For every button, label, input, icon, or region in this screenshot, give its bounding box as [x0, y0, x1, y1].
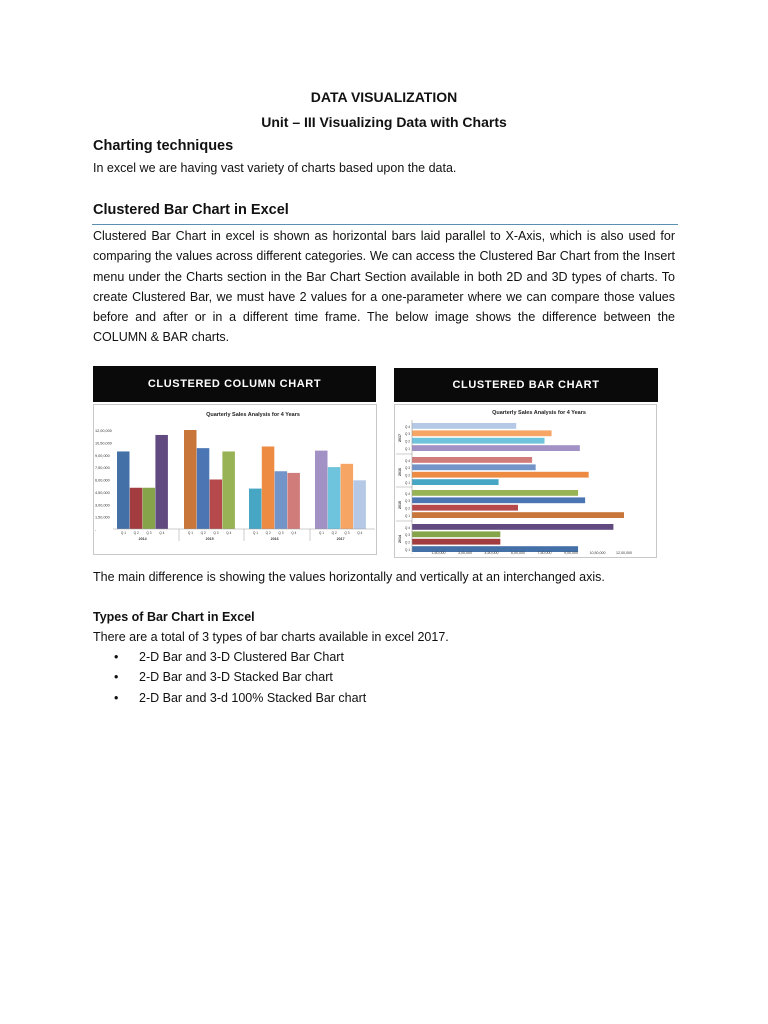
y-tick-label: Q 3 [404, 432, 410, 437]
bar [412, 512, 624, 518]
y-tick-label: - [95, 528, 97, 532]
x-tick-label: 7,50,000 [537, 551, 552, 555]
group-label: 2015 [398, 501, 402, 509]
y-tick-label: Q 2 [404, 439, 410, 444]
bar [353, 480, 366, 529]
bar [412, 531, 500, 537]
x-tick-label: Q 2 [133, 531, 139, 535]
bar [184, 430, 197, 529]
section-heading-clustered-bar: Clustered Bar Chart in Excel [93, 202, 289, 218]
y-tick-label: Q 3 [404, 466, 410, 471]
types-intro: There are a total of 3 types of bar charts available in excel 2017. [93, 630, 449, 644]
x-tick-label: Q 4 [357, 531, 363, 535]
document-subtitle: Unit – III Visualizing Data with Charts [261, 114, 507, 130]
x-tick-label: Q 1 [120, 531, 126, 535]
x-tick-label: Q 1 [187, 531, 193, 535]
list-item-text: 2-D Bar and 3-d 100% Stacked Bar chart [139, 690, 367, 705]
x-tick-label: Q 3 [213, 531, 219, 535]
bar [412, 472, 589, 478]
y-tick-label: Q 4 [404, 424, 410, 429]
bar [275, 471, 288, 529]
section-heading-types: Types of Bar Chart in Excel [93, 610, 255, 624]
list-item [114, 670, 366, 690]
chart-title: Quarterly Sales Analysis for 4 Years [206, 412, 300, 418]
x-tick-label: Q 3 [344, 531, 350, 535]
y-tick-label: Q 2 [404, 473, 410, 478]
bar [341, 464, 354, 529]
x-tick-label: Q 4 [226, 531, 232, 535]
column-chart-banner: CLUSTERED COLUMN CHART [93, 366, 376, 402]
types-list [114, 650, 366, 711]
column-chart-figure [93, 366, 378, 559]
y-tick-label: Q 2 [404, 506, 410, 511]
y-tick-label: Q 1 [404, 514, 410, 518]
x-tick-label: 6,00,000 [511, 551, 525, 555]
x-tick-label: 9,00,000 [564, 551, 578, 555]
group-label: 2016 [270, 537, 279, 541]
bar [262, 447, 275, 530]
y-tick-label: Q 1 [404, 548, 410, 552]
bar [210, 480, 223, 530]
group-label: 2016 [398, 468, 402, 476]
bar-chart-figure [394, 368, 658, 559]
group-label: 2014 [398, 535, 402, 543]
y-tick-label: 6,00,000 [95, 478, 110, 483]
bar [249, 489, 262, 529]
x-tick-label: Q 1 [318, 531, 324, 535]
y-tick-label: Q 4 [404, 491, 410, 496]
difference-paragraph: The main difference is showing the values horizontally and vertically at an interchanged axis. [93, 570, 605, 584]
bar [412, 423, 516, 429]
x-tick-label: Q 4 [159, 531, 165, 535]
document-title: DATA VISUALIZATION [310, 89, 458, 105]
group-label: 2017 [398, 434, 402, 442]
bar [412, 430, 552, 436]
bar [412, 464, 536, 470]
bar [412, 438, 545, 444]
group-label: 2015 [205, 537, 214, 541]
intro-paragraph: In excel we are having vast variety of charts based upon the data. [93, 161, 457, 175]
x-tick-label: Q 1 [252, 531, 258, 535]
x-tick-label: Q 4 [291, 531, 297, 535]
x-tick-label: 10,50,000 [589, 551, 606, 555]
bar [412, 505, 518, 511]
y-tick-label: Q 3 [404, 533, 410, 538]
bar [155, 435, 168, 529]
y-tick-label: Q 4 [404, 458, 410, 463]
y-tick-label: Q 3 [404, 499, 410, 504]
bar [130, 488, 143, 529]
y-tick-label: Q 2 [404, 540, 410, 545]
bar [222, 451, 235, 529]
heading-underline [92, 224, 678, 225]
bar [412, 445, 580, 451]
bar [197, 448, 210, 529]
section-heading-charting-techniques: Charting techniques [93, 138, 234, 154]
bar [412, 524, 613, 530]
y-tick-label: 10,50,000 [95, 441, 112, 446]
clustered-bar-paragraph: Clustered Bar Chart in excel is shown as horizontal bars laid parallel to X-Axis, which is also used for comparing the values across different categories. We can access the Clustered Bar Chart from the Insert menu under the Charts section in the Bar Chart Section available in both 2D and 3D types of charts. To create Clustered Bar, we must have 2 values for a one-parameter where we can compare those values before and after or in a different time frame. The below image shows the difference between the COLUMN & BAR charts. [93, 229, 675, 345]
y-tick-label: 3,00,000 [95, 503, 110, 508]
y-tick-label: Q 1 [404, 481, 410, 485]
x-tick-label: Q 3 [146, 531, 152, 535]
list-item-text: 2-D Bar and 3-D Stacked Bar chart [139, 670, 333, 685]
y-tick-label: 12,00,000 [95, 429, 112, 433]
bar-chart [394, 404, 658, 559]
bullet-icon: • [114, 650, 119, 664]
list-item [114, 650, 366, 670]
list-item [114, 691, 366, 711]
y-tick-label: 1,50,000 [95, 515, 110, 520]
bar [412, 479, 499, 485]
x-tick-label: Q 2 [331, 531, 337, 535]
bar [412, 497, 585, 503]
bullet-icon: • [114, 690, 119, 705]
bar [287, 473, 300, 529]
bar [328, 467, 341, 529]
bar [412, 457, 532, 463]
bar [117, 451, 130, 529]
list-item-text: 2-D Bar and 3-D Clustered Bar Chart [139, 650, 344, 664]
x-tick-label: 1,50,000 [431, 551, 446, 555]
y-tick-label: Q 1 [404, 447, 410, 451]
bar-chart-banner: CLUSTERED BAR CHART [394, 368, 658, 402]
group-label: 2014 [138, 537, 147, 541]
y-tick-label: 4,50,000 [95, 490, 110, 495]
chart-title: Quarterly Sales Analysis for 4 Years [492, 410, 586, 416]
bar [412, 490, 578, 496]
column-chart [93, 404, 378, 557]
y-tick-label: 9,00,000 [95, 453, 110, 458]
x-tick-label: - [411, 551, 413, 555]
group-label: 2017 [336, 537, 345, 541]
y-tick-label: 7,50,000 [95, 466, 110, 471]
x-tick-label: Q 2 [200, 531, 206, 535]
x-tick-label: 4,50,000 [484, 551, 499, 555]
bar [315, 451, 328, 529]
bullet-icon: • [114, 670, 119, 685]
x-tick-label: 12,00,000 [616, 551, 632, 555]
bar [412, 539, 500, 545]
bar [143, 488, 156, 529]
y-tick-label: Q 4 [404, 525, 410, 530]
x-tick-label: Q 3 [278, 531, 284, 535]
x-tick-label: 3,00,000 [458, 551, 472, 555]
x-tick-label: Q 2 [265, 531, 271, 535]
